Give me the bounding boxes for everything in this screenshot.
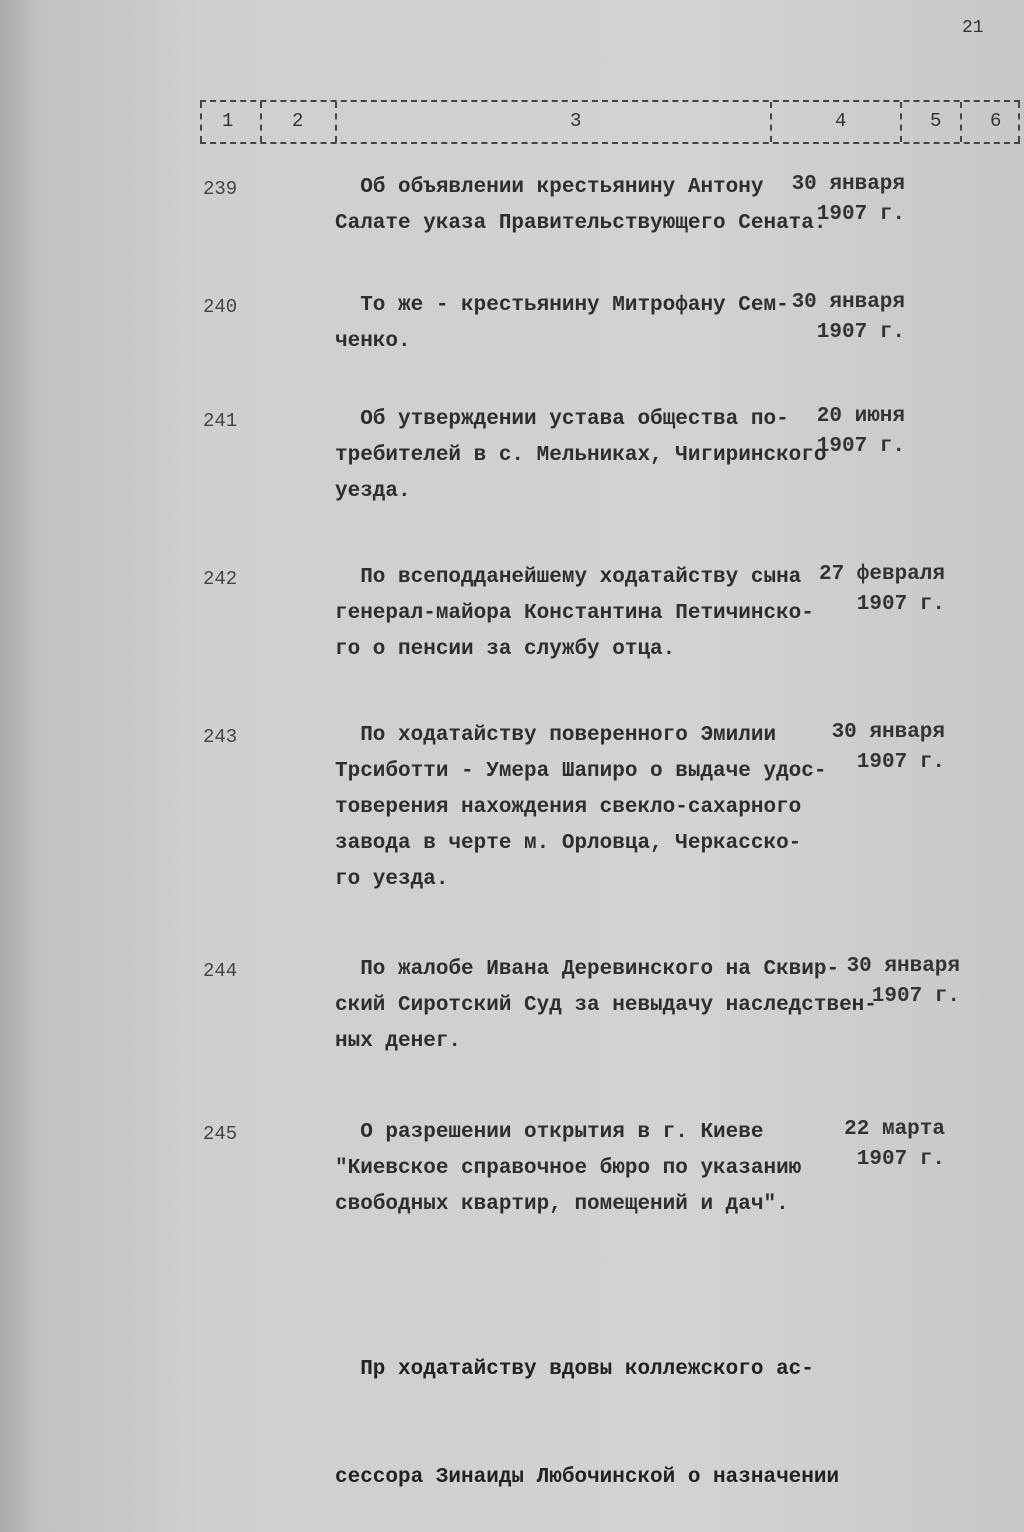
description-line: свободных квартир, помещений и дач". — [335, 1193, 789, 1216]
entry-description — [335, 560, 814, 668]
column-header-5: 5 — [930, 110, 942, 132]
entry-date — [817, 402, 905, 462]
description-line: Об утверждении устава общества по- — [335, 408, 789, 431]
entry-description — [335, 288, 789, 360]
trailing-line: Пр ходатайству вдовы коллежского ас- — [335, 1358, 814, 1381]
column-header-2: 2 — [292, 110, 304, 132]
entry-number: 242 — [203, 568, 238, 590]
date-line: 1907 г. — [871, 985, 960, 1008]
column-header-1: 1 — [222, 110, 234, 132]
entry-description — [335, 402, 826, 510]
description-line: уезда. — [335, 480, 411, 503]
description-line: требителей в с. Мельниках, Чигиринского — [335, 444, 827, 467]
description-line: ский Сиротский Суд за невыдачу наследствен- — [335, 994, 877, 1017]
entry-description — [335, 952, 877, 1060]
entry-date — [792, 170, 905, 230]
entry-number: 243 — [203, 726, 238, 748]
entry-number: 239 — [203, 178, 238, 200]
entry-number: 244 — [203, 960, 238, 982]
description-line: ченко. — [335, 330, 411, 353]
column-header-4: 4 — [835, 110, 847, 132]
description-line: То же - крестьянину Митрофану Сем- — [335, 294, 789, 317]
entry-date — [844, 1115, 945, 1175]
column-header-6: 6 — [990, 110, 1002, 132]
description-line: "Киевское справочное бюро по указанию — [335, 1157, 802, 1180]
description-line: По ходатайству поверенного Эмилии — [335, 724, 777, 747]
entry-date — [792, 288, 905, 348]
trailing-entry — [335, 1280, 839, 1532]
entry-date — [832, 718, 945, 778]
date-line: 30 января — [831, 721, 945, 744]
description-line: По жалобе Ивана Деревинского на Сквир- — [335, 958, 840, 981]
date-line: 1907 г. — [856, 1148, 945, 1171]
date-line: 20 июня — [816, 405, 905, 428]
trailing-line: сессора Зинаиды Любочинской о назначении — [335, 1466, 840, 1489]
date-line: 1907 г. — [856, 751, 945, 774]
description-line: Салате указа Правительствующего Сената. — [335, 212, 827, 235]
date-line: 22 марта — [844, 1118, 945, 1141]
column-header-row — [200, 100, 1020, 144]
entry-description — [335, 170, 826, 242]
description-line: генерал-майора Константина Петичинско- — [335, 602, 814, 625]
entry-description — [335, 1115, 801, 1223]
entry-date — [847, 952, 960, 1012]
description-line: го о пенсии за службу отца. — [335, 638, 676, 661]
entry-date — [819, 560, 945, 620]
description-line: ных денег. — [335, 1030, 462, 1053]
date-line: 1907 г. — [816, 203, 905, 226]
entry-number: 241 — [203, 410, 238, 432]
description-line: товерения нахождения свекло-сахарного — [335, 796, 802, 819]
description-line: завода в черте м. Орловца, Черкасско- — [335, 832, 802, 855]
entry-number: 245 — [203, 1123, 238, 1145]
date-line: 30 января — [791, 173, 905, 196]
date-line: 30 января — [791, 291, 905, 314]
date-line: 1907 г. — [856, 593, 945, 616]
description-line: Трсиботти - Умера Шапиро о выдаче удос- — [335, 760, 827, 783]
date-line: 1907 г. — [816, 321, 905, 344]
description-line: О разрешении открытия в г. Киеве — [335, 1121, 764, 1144]
date-line: 30 января — [846, 955, 960, 978]
description-line: Об объявлении крестьянину Антону — [335, 176, 764, 199]
description-line: го уезда. — [335, 868, 449, 891]
date-line: 27 февраля — [818, 563, 945, 586]
entry-description — [335, 718, 826, 898]
column-header-3: 3 — [570, 110, 582, 132]
date-line: 1907 г. — [816, 435, 905, 458]
description-line: По всеподданейшему ходатайству сына — [335, 566, 802, 589]
entry-number: 240 — [203, 296, 238, 318]
page-number: 21 — [962, 18, 984, 38]
